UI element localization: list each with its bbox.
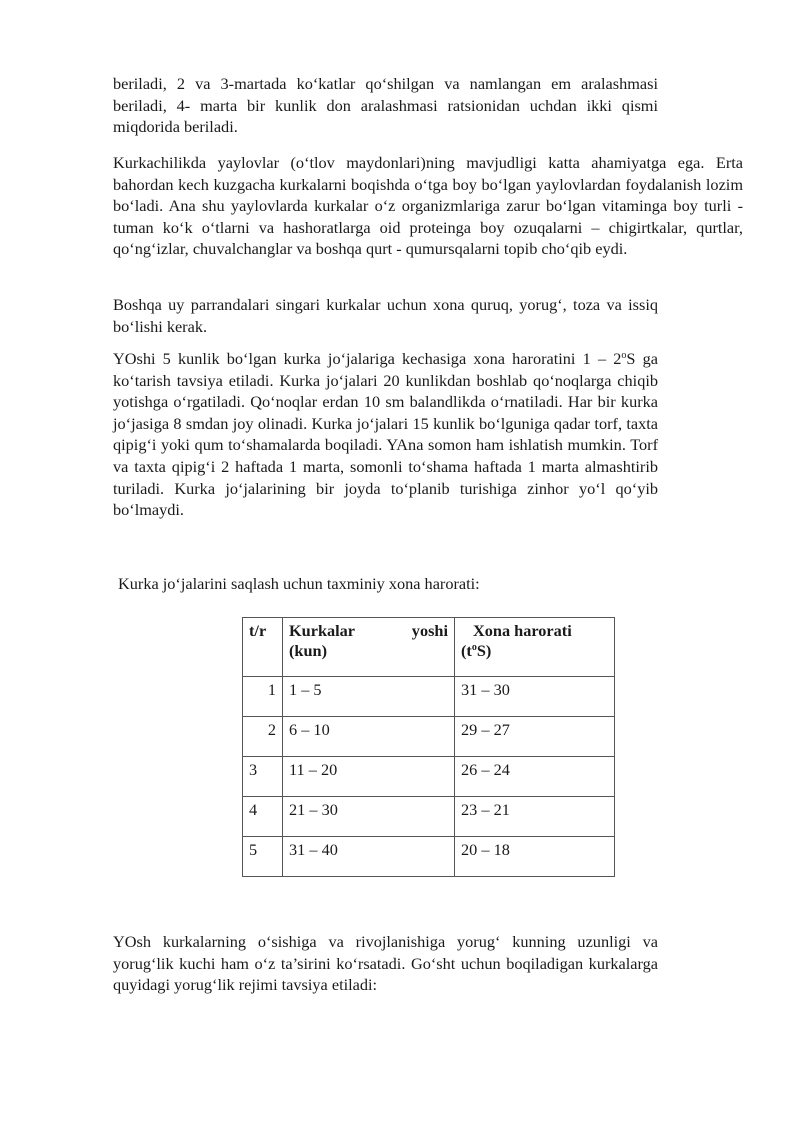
paragraph-pastures: Kurkachilikda yaylovlar (o‘tlov maydonlari)ning mavjudligi katta ahamiyatga ega. Erta bahordan kech kuzgacha kurkalarni boqishda o‘tga boy bo‘lgan yaylovlardan foydalanish lozim bo‘ladi. Ana shu yaylovlarda kurkalar o‘z organizmlariga zarur bo‘lgan vitaminga boy turli - tuman ko‘k o‘tlarni va hashoratlarga oid proteinga boy ozuqalarni – chigirtkalar, qurtlar, qo‘ng‘izlar, chuvalchanglar va boshqa qurt - qumursqalarni topib cho‘qib eydi. [113,153,743,259]
header-age-unit: (kun) [289,641,328,660]
row-temperature: 29 – 27 [455,717,615,757]
row-temperature: 31 – 30 [455,677,615,717]
row-number: 4 [243,797,283,837]
degree-superscript: o [621,350,627,361]
temp-unit-open: (t [461,641,472,660]
table-row [243,717,615,757]
row-temperature: 23 – 21 [455,797,615,837]
header-number: t/r [243,618,283,677]
row-number: 1 [243,677,283,717]
header-temperature-unit [461,641,608,661]
header-temperature-title: Xona harorati [473,621,572,640]
header-age [283,618,455,677]
row-age: 1 – 5 [283,677,455,717]
table-header-row [243,618,615,677]
header-age-word2: yoshi [411,621,448,640]
poult-care-text-rest: S ga ko‘tarish tavsiya etiladi. Kurka jo‘jalari 20 kunlikdan boshlab qo‘noqlarga chiqib yotishga o‘rgatiladi. Qo‘noqlar erdan 10 sm balandlikda o‘rnatiladi. Har bir kurka jo‘jasiga 8 smdan joy olinadi. Kurka jo‘jalari 15 kunlik bo‘lguniga qadar torf, taxta qipig‘i yoki qum to‘shamalarda boqiladi. YAna somon ham ishlatish mumkin. Torf va taxta qipig‘i 2 haftada 1 marta, somonli to‘shama haftada 1 marta almashtirib turiladi. Kurka jo‘jalarining bir joyda to‘planib turishiga zinhor yo‘l qo‘yib bo‘lmaydi. [113,349,658,520]
table-row [243,837,615,877]
row-age: 11 – 20 [283,757,455,797]
row-number: 3 [243,757,283,797]
table-row [243,797,615,837]
table-row [243,757,615,797]
header-temperature [455,618,615,677]
header-age-word1: Kurkalar [289,621,356,640]
temp-unit-degree: o [471,642,477,653]
poult-care-text-start: YOshi 5 kunlik bo‘lgan kurka jo‘jalariga kechasiga xona haroratini 1 – 2 [113,349,622,368]
row-number: 5 [243,837,283,877]
row-age: 21 – 30 [283,797,455,837]
table-row [243,677,615,717]
table-caption: Kurka jo‘jalarini saqlash uchun taxminiy xona harorati: [118,574,480,593]
paragraph-housing-conditions: Boshqa uy parrandalari singari kurkalar uchun xona quruq, yorug‘, toza va issiq bo‘lishi kerak. [113,295,658,336]
paragraph-lighting-regime: YOsh kurkalarning o‘sishiga va rivojlanishiga yorug‘ kunning uzunligi va yorug‘lik kuchi ham o‘z ta’sirini ko‘rsatadi. Go‘sht uchun boqiladigan kurkalarga quyidagi yorug‘lik rejimi tavsiya etiladi: [113,932,658,995]
temp-unit-close: S) [476,641,492,660]
paragraph-feeding-schedule: beriladi, 2 va 3-martada ko‘katlar qo‘shilgan va namlangan em aralashmasi beriladi, 4- marta bir kunlik don aralashmasi ratsionidan uchdan ikki qismi miqdorida beriladi. [113,74,658,137]
row-temperature: 20 – 18 [455,837,615,877]
row-age: 6 – 10 [283,717,455,757]
paragraph-poult-care [113,348,658,521]
row-number: 2 [243,717,283,757]
row-temperature: 26 – 24 [455,757,615,797]
temperature-table [242,617,615,877]
row-age: 31 – 40 [283,837,455,877]
